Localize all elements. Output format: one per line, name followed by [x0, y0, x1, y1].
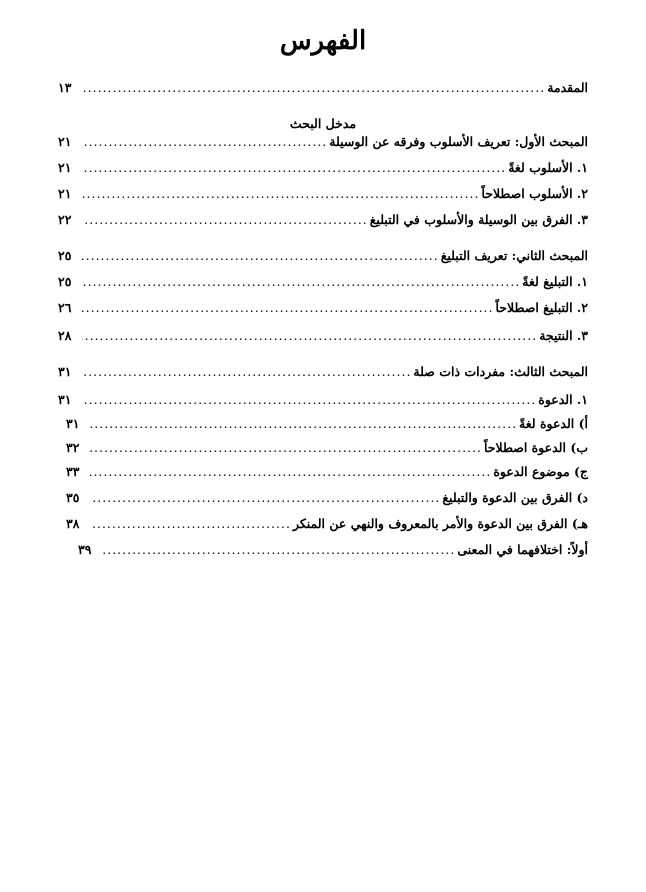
- toc-entry-page: ٣٨: [66, 516, 80, 531]
- toc-entry-label: المبحث الثالث: مفردات ذات صلة: [413, 364, 588, 379]
- toc-leader-dots: [82, 274, 520, 289]
- toc-entry-page: ٢٨: [58, 328, 72, 343]
- toc-entry-label: ب) الدعوة اصطلاحاً: [483, 440, 588, 455]
- toc-entry-page: ٣٥: [66, 490, 80, 505]
- toc-leader-dots: [82, 392, 536, 407]
- toc-entry-page: ٣٣: [66, 464, 80, 479]
- toc-entry-label: أولاً: اختلافهما في المعنى: [457, 542, 588, 557]
- toc-entry-label: المبحث الثاني: تعريف التبليغ: [440, 248, 588, 263]
- toc-entry: [58, 328, 588, 348]
- toc-entry-page: ٢٢: [58, 212, 72, 227]
- toc-entry-chapter-2: [58, 248, 588, 268]
- toc-entry: [78, 542, 588, 562]
- toc-entry-page: ٢٥: [58, 248, 72, 263]
- toc-leader-dots: [90, 516, 291, 531]
- toc-entry-chapter-1: [58, 134, 588, 154]
- toc-entry-label: د) الفرق بين الدعوة والتبليغ: [442, 490, 588, 505]
- toc-entry-label: ٢. الأسلوب اصطلاحاً: [481, 186, 588, 201]
- toc-entry-label: ٣. النتيجة: [539, 328, 588, 343]
- toc-entry-label: ١. الدعوة: [538, 392, 588, 407]
- toc-leader-dots: [90, 490, 440, 505]
- page-title: الفهرس: [279, 26, 367, 56]
- toc-entry: [58, 274, 588, 294]
- toc-entry-page: ٣٩: [78, 542, 92, 557]
- toc-leader-dots: [90, 416, 517, 431]
- toc-leader-dots: [82, 300, 494, 315]
- toc-entry-page: ٣٢: [66, 440, 80, 455]
- toc-entry-label: ٣. الفرق بين الوسيلة والأسلوب في التبليغ: [369, 212, 588, 227]
- toc-entry: [66, 464, 588, 484]
- toc-leader-dots: [82, 212, 368, 227]
- toc-entry-page: ٣١: [66, 416, 80, 431]
- toc-entry-page: ٣١: [58, 364, 72, 379]
- toc-entry-label: المبحث الأول: تعريف الأسلوب وفرقه عن الوسيلة: [329, 134, 588, 149]
- toc-entry-chapter-3: [58, 364, 588, 384]
- toc-leader-dots: [82, 134, 327, 149]
- toc-entry-page: ٣١: [58, 392, 72, 407]
- toc-entry-label: ١. الأسلوب لغةً: [508, 160, 588, 175]
- toc-entry-page: ١٣: [58, 80, 72, 95]
- toc-entry-page: ٢٥: [58, 274, 72, 289]
- toc-leader-dots: [90, 464, 491, 479]
- toc-entry: [66, 490, 588, 510]
- toc-entry-label: ١. التبليغ لغةً: [522, 274, 588, 289]
- toc-leader-dots: [82, 186, 479, 201]
- toc-leader-dots: [82, 248, 439, 263]
- toc-entry-page: ٢١: [58, 134, 72, 149]
- toc-entry: [58, 186, 588, 206]
- toc-leader-dots: [102, 542, 455, 557]
- toc-entry: [58, 212, 588, 232]
- toc-leader-dots: [82, 80, 545, 95]
- toc-entry-label: أ) الدعوة لغةً: [519, 416, 588, 431]
- toc-entry-label: هـ) الفرق بين الدعوة والأمر بالمعروف والنهي عن المنكر: [292, 516, 588, 531]
- toc-entry-label: ٢. التبليغ اصطلاحاً: [495, 300, 588, 315]
- toc-entry-introduction: [58, 80, 588, 100]
- toc-leader-dots: [90, 440, 482, 455]
- toc-entry-label: المقدمة: [547, 80, 588, 95]
- toc-entry: [58, 392, 588, 412]
- toc-entry-page: ٢١: [58, 160, 72, 175]
- toc-entry-page: ٢٦: [58, 300, 72, 315]
- toc-leader-dots: [82, 364, 411, 379]
- toc-leader-dots: [82, 160, 506, 175]
- toc-entry-page: ٢١: [58, 186, 72, 201]
- section-heading: مدخل البحث: [289, 116, 357, 131]
- toc-entry: [58, 300, 588, 320]
- toc-leader-dots: [82, 328, 537, 343]
- toc-entry-label: ج) موضوع الدعوة: [493, 464, 588, 479]
- toc-entry: [66, 516, 588, 536]
- toc-entry: [66, 440, 588, 460]
- toc-entry: [58, 160, 588, 180]
- toc-entry: [66, 416, 588, 436]
